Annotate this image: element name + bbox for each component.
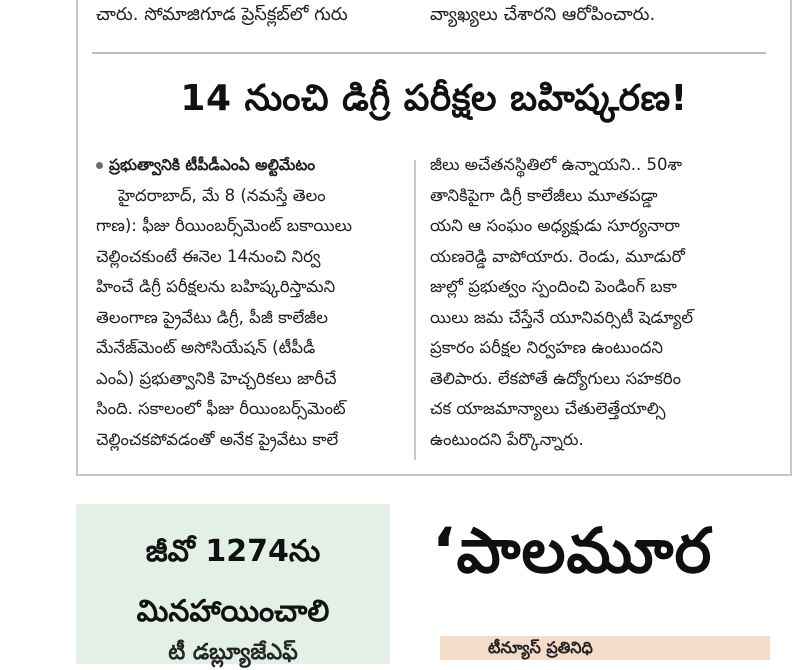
article-line: సింది. సకాలంలో ఫీజు రీయింబర్స్‌మెంట్ xyxy=(96,399,346,418)
article-line: తెలిపారు. లేకపోతే ఉద్యోగులు సహకరిం xyxy=(430,368,681,388)
previous-article-tail-left: చారు. సోమాజిగూడ ప్రెస్‌క్లబ్‌లో గురు xyxy=(96,4,348,25)
article-left-column xyxy=(96,150,400,455)
bullet-icon xyxy=(96,162,103,169)
article-line: ఎంఏ) ప్రభుత్వానికి హెచ్చరికలు జారీచే xyxy=(96,368,337,388)
next-article-dateline: టీన్యూస్ ప్రతినిధి xyxy=(488,638,593,657)
article-line: హైదరాబాద్, మే 8 (నమస్తే తెలం xyxy=(118,185,326,205)
article-line: తెలంగాణ ప్రైవేటు డిగ్రీ, పీజీ కాలేజీల xyxy=(96,307,328,327)
article-line: యణరెడ్డి వాపోయారు. రెండు, మూడురో xyxy=(430,246,685,266)
article-line: చక యాజమాన్యాలు చేతులెత్తేయాల్సి xyxy=(430,399,666,418)
sidebar-headline-line-2: మినహాయించాలి xyxy=(136,594,330,629)
article-line: తానికిపైగా డిగ్రీ కాలేజీలు మూతపడ్డా xyxy=(430,185,658,205)
article-line: యని ఆ సంఘం అధ్యక్షుడు సూర్యనారా xyxy=(430,216,680,235)
previous-article-tail-right: వ్యాఖ్యలు చేశారని ఆరోపించారు. xyxy=(430,4,656,25)
article-line: మేనేజ్‌మెంట్ అసోసియేషన్ (టీపీడీ xyxy=(96,338,316,357)
article-line: జీలు అచేతనస్థితిలో ఉన్నాయని.. 50శా xyxy=(430,155,683,174)
sidebar-news-box xyxy=(76,504,390,664)
article-line: యిలు జమ చేస్తేనే యూనివర్సిటీ షెడ్యూల్ xyxy=(430,307,694,327)
article-line: చెల్లించకపోవడంతో అనేక ప్రైవేటు కాలే xyxy=(96,429,339,449)
article-line: ఉంటుందని పేర్కొన్నారు. xyxy=(430,429,584,449)
sidebar-headline-line-3: టీ డబ్ల్యూజేఎఫ్ xyxy=(168,640,298,665)
article-line: జుల్లో ప్రభుత్వం స్పందించి పెండింగ్ బకా xyxy=(430,277,677,296)
article-subheading xyxy=(96,150,400,181)
article-line: గాణ): ఫీజు రీయింబర్స్‌మెంట్ బకాయిలు xyxy=(96,216,353,235)
article-box xyxy=(76,0,792,476)
next-article-headline: ‘పాలమూర xyxy=(432,514,713,587)
column-divider xyxy=(414,160,416,460)
article-line: చెల్లించకుంటే ఈనెల 14నుంచి నిర్వ xyxy=(96,246,321,266)
article-headline: 14 నుంచి డిగ్రీ పరీక్షల బహిష్కరణ! xyxy=(180,78,688,119)
section-divider xyxy=(92,52,766,54)
article-line: హించే డిగ్రీ పరీక్షలను బహిష్కరిస్తామని xyxy=(96,277,336,296)
article-line: ప్రకారం పరీక్షల నిర్వహణ ఉంటుందని xyxy=(430,338,663,357)
article-right-column xyxy=(430,150,748,455)
article-subheading-text: ప్రభుత్వానికి టీపీడీఎంఏ అల్టిమేటం xyxy=(109,156,316,174)
sidebar-headline-line-1: జీవో 1274ను xyxy=(145,534,321,569)
